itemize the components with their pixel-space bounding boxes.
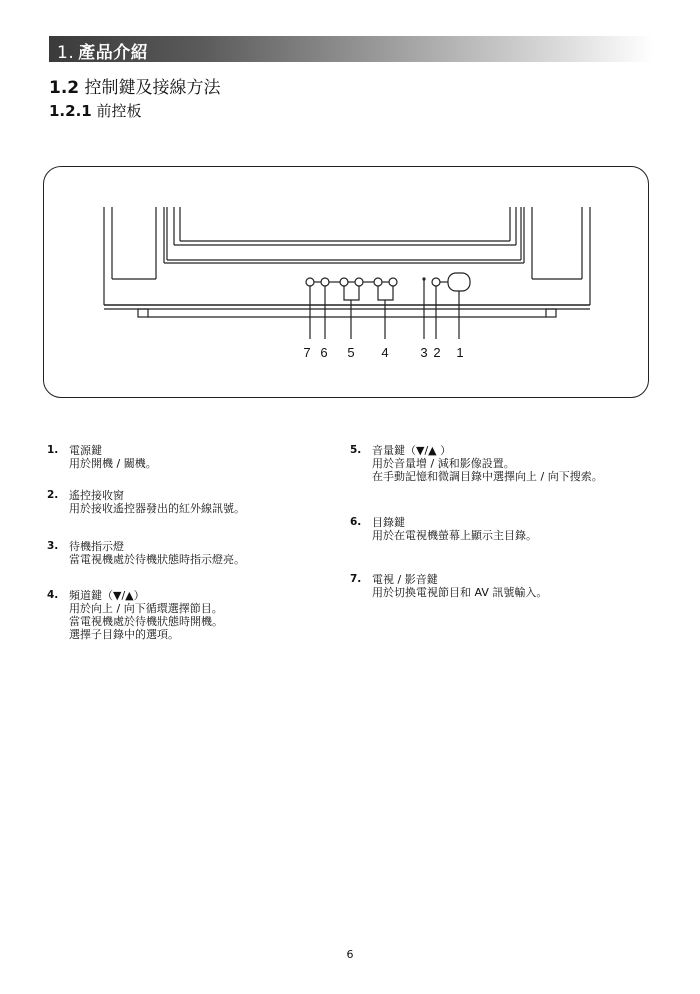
- callout-4: 4: [381, 345, 389, 360]
- tv-front-panel-illustration: [44, 167, 650, 399]
- button-6-menu: [321, 278, 329, 286]
- item-description: [69, 502, 245, 515]
- item-title: 待機指示燈: [69, 540, 124, 553]
- remote-receiver-2: [432, 278, 440, 286]
- standby-indicator-3: [422, 277, 425, 280]
- item-description: [69, 457, 157, 470]
- subsection-number: 1.2.1: [49, 102, 92, 120]
- chapter-number: 1.: [57, 43, 75, 63]
- item-description: [372, 529, 537, 542]
- chapter-title: [57, 38, 148, 63]
- button-4-ch-down: [374, 278, 382, 286]
- button-7-tv-av: [306, 278, 314, 286]
- item-title: 目錄鍵: [372, 516, 405, 529]
- item-title: 音量鍵（▼/▲ ）: [372, 444, 452, 457]
- item-description: [69, 602, 223, 641]
- callout-3: 3: [420, 345, 428, 360]
- bracket-4: [378, 286, 393, 300]
- item-number: 6.: [350, 516, 362, 528]
- item-line: 當電視機處於待機狀態時指示燈亮。: [69, 553, 245, 566]
- section-number: 1.2: [49, 78, 80, 98]
- callout-1: 1: [456, 345, 464, 360]
- subsection-title: [49, 100, 142, 121]
- subsection-title-text: 前控板: [96, 102, 142, 120]
- item-line: 選擇子目錄中的選項。: [69, 628, 179, 641]
- button-5-vol-down: [340, 278, 348, 286]
- item-line: 用於音量增 / 減和影像設置。: [372, 457, 515, 470]
- item-line: 用於切換電視節目和 AV 訊號輸入。: [372, 586, 548, 599]
- item-line: 用於開機 / 關機。: [69, 457, 157, 470]
- item-number: 5.: [350, 444, 362, 456]
- callout-2: 2: [433, 345, 441, 360]
- section-title-text: 控制鍵及接線方法: [84, 78, 221, 98]
- item-title: 遙控接收窗: [69, 489, 124, 502]
- item-description: [372, 586, 547, 599]
- item-description: [69, 553, 245, 566]
- button-5-vol-up: [355, 278, 363, 286]
- power-button-1: [448, 273, 470, 291]
- item-number: 2.: [47, 489, 59, 501]
- callout-5: 5: [347, 345, 355, 360]
- item-line: 用於在電視機螢幕上顯示主目錄。: [372, 529, 537, 542]
- item-line: 在手動記憶和微調目錄中選擇向上 / 向下搜索。: [372, 470, 603, 483]
- button-4-ch-up: [389, 278, 397, 286]
- bracket-5: [344, 286, 359, 300]
- callout-7: 7: [303, 345, 311, 360]
- item-title: 電視 / 影音鍵: [372, 573, 438, 586]
- left-foot: [138, 309, 148, 317]
- item-line: 當電視機處於待機狀態時開機。: [69, 615, 223, 628]
- callout-6: 6: [320, 345, 328, 360]
- right-foot: [546, 309, 556, 317]
- item-title: 電源鍵: [69, 444, 102, 457]
- item-number: 7.: [350, 573, 362, 585]
- item-number: 1.: [47, 444, 59, 456]
- item-number: 3.: [47, 540, 59, 552]
- item-line: 用於向上 / 向下循環選擇節目。: [69, 602, 223, 615]
- item-title: 頻道鍵（▼/▲）: [69, 589, 145, 602]
- item-line: 用於接收遙控器發出的紅外線訊號。: [69, 502, 245, 515]
- section-title: [49, 73, 221, 98]
- page-number: 6: [346, 948, 354, 961]
- item-number: 4.: [47, 589, 59, 601]
- chapter-header-bar: [49, 36, 653, 62]
- item-description: [372, 457, 603, 483]
- chapter-title-text: 產品介紹: [78, 43, 149, 63]
- front-panel-diagram: [43, 166, 649, 398]
